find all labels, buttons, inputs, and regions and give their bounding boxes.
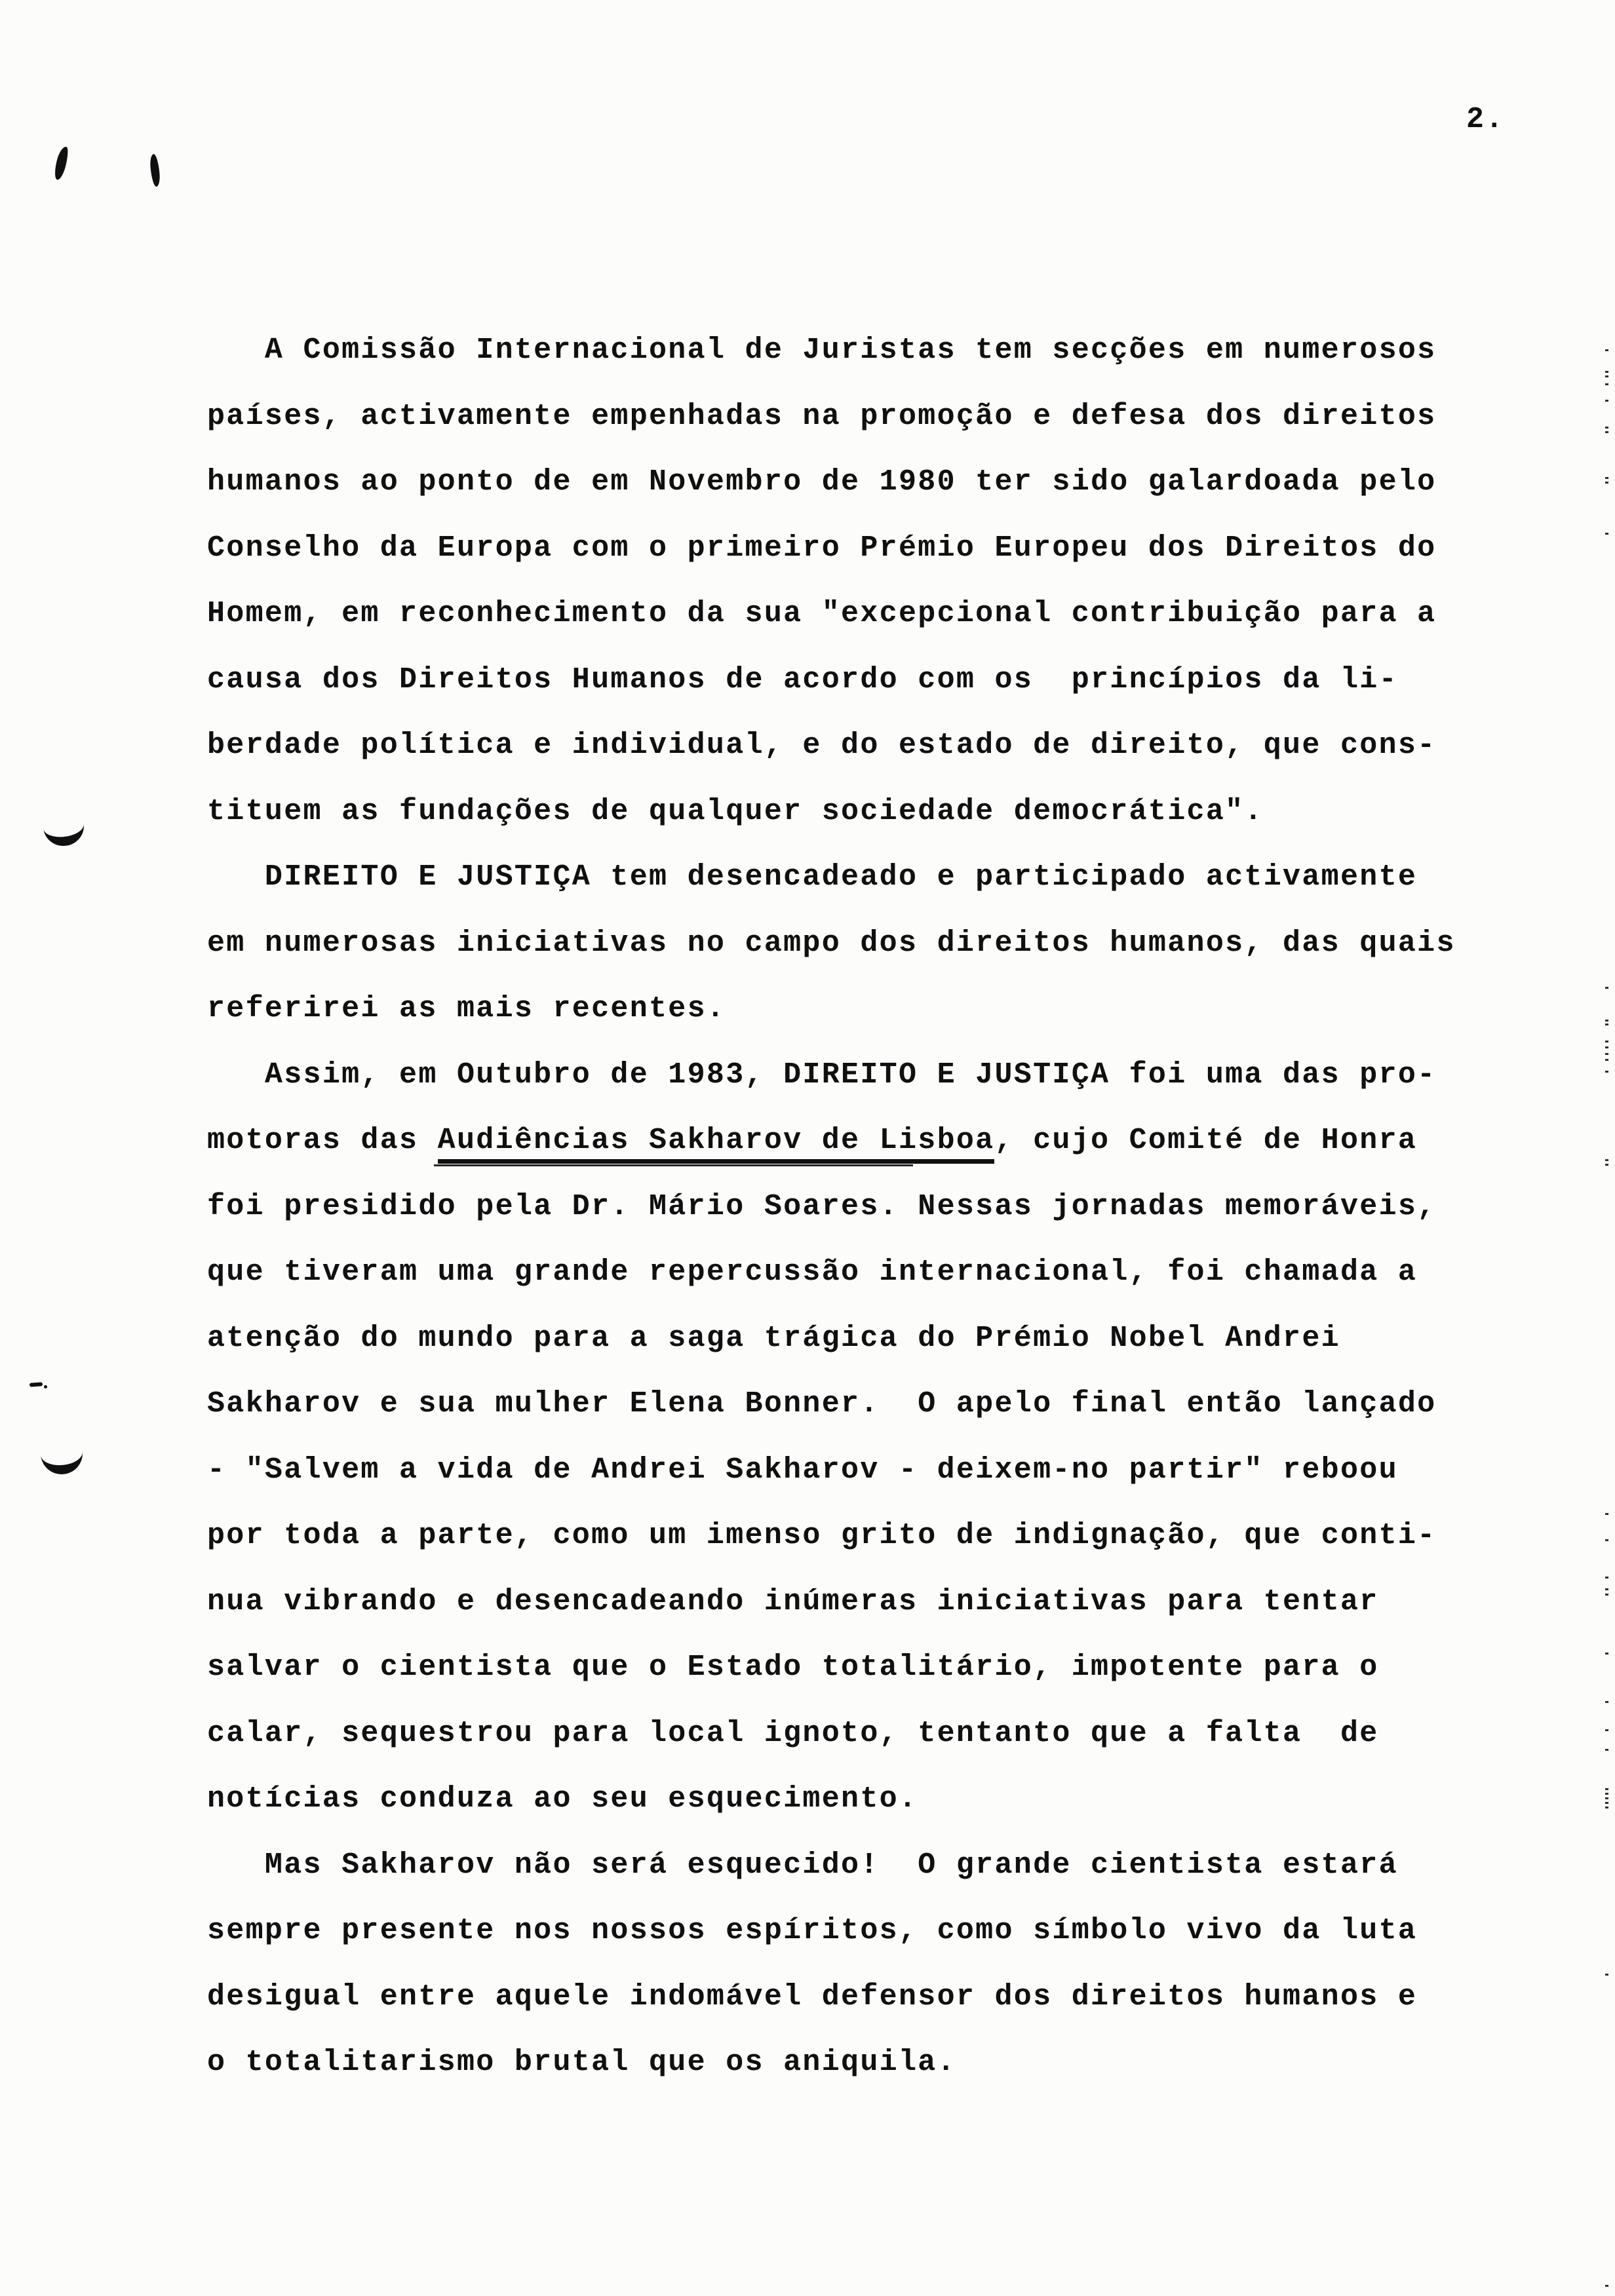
text-line [207, 911, 1456, 977]
scan-speckle [1605, 1020, 1608, 1022]
scan-speckle [1605, 375, 1608, 377]
scan-speckle [1605, 1807, 1608, 1808]
text-run: humanos ao ponto de em Novembro de 1980 ter sido galardoada pelo [207, 465, 1437, 499]
text-run: em numerosas iniciativas no campo dos direitos humanos, das quais [207, 926, 1456, 960]
text-run: motoras das [207, 1124, 438, 1157]
scan-speckle [1605, 349, 1608, 351]
text-run: desigual entre aquele indomável defensor dos direitos humanos e [207, 1980, 1418, 2014]
page-number: 2. [1466, 103, 1505, 136]
text-line [207, 976, 1456, 1043]
text-line [207, 647, 1456, 714]
text-line [207, 1043, 1456, 1109]
text-run: atenção do mundo para a saga trágica do Prémio Nobel Andrei [207, 1321, 1340, 1355]
scan-speckle [1605, 1974, 1608, 1976]
scan-speckle [1605, 1159, 1608, 1161]
scan-speckle [1605, 1053, 1608, 1055]
text-run: Mas Sakharov não será esquecido! O grande cientista estará [207, 1848, 1398, 1882]
text-run: o totalitarismo brutal que os aniquila. [207, 2046, 956, 2079]
text-line [207, 1371, 1456, 1438]
text-run: berdade política e individual, e do estado de direito, que cons- [207, 729, 1437, 762]
text-line [207, 1898, 1456, 1964]
scan-speckle [1605, 1788, 1608, 1790]
scan-speckle [1605, 1797, 1608, 1799]
text-run: notícias conduza ao seu esquecimento. [207, 1782, 918, 1816]
text-run: - "Salvem a vida de Andrei Sakharov - deixem-no partir" reboou [207, 1453, 1398, 1487]
scan-speckle [1605, 1588, 1608, 1590]
scan-speckle [1605, 1059, 1608, 1061]
text-line [207, 516, 1456, 582]
text-line [207, 384, 1456, 450]
text-run: Homem, em reconhecimento da sua "excepcional contribuição para a [207, 597, 1437, 630]
scan-speckle [1605, 2285, 1608, 2287]
text-line [207, 1174, 1456, 1240]
scan-speckle [1605, 1729, 1608, 1731]
scan-speckle [1605, 427, 1608, 429]
scan-speckle [1605, 1164, 1608, 1166]
pen-dot-mark [44, 1385, 47, 1388]
text-run: Conselho da Europa com o primeiro Prémio Europeu dos Direitos do [207, 531, 1437, 565]
scan-speckle [1605, 1802, 1608, 1804]
scan-speckle [1605, 383, 1608, 385]
text-line [207, 779, 1456, 845]
text-run: A Comissão Internacional de Juristas tem secções em numerosos [207, 334, 1437, 367]
scan-speckle [1605, 1577, 1608, 1578]
scan-speckle [1605, 1041, 1608, 1043]
scan-speckle [1605, 477, 1608, 479]
text-run: países, activamente empenhadas na promoção e defesa dos direitos [207, 399, 1437, 433]
text-line [207, 713, 1456, 779]
text-line [207, 1964, 1456, 2031]
text-run: nua vibrando e desencadeando inúmeras iniciativas para tentar [207, 1584, 1379, 1618]
text-line [207, 1701, 1456, 1767]
scan-speckle [1605, 1513, 1608, 1515]
pen-dash-mark [29, 1382, 43, 1387]
text-line [207, 1767, 1456, 1833]
text-line [207, 1503, 1456, 1569]
scan-speckle [1605, 1071, 1608, 1073]
scan-speckle [1605, 431, 1608, 433]
text-run: referirei as mais recentes. [207, 992, 726, 1025]
text-run: DIREITO E JUSTIÇA tem desencadeado e participado activamente [207, 860, 1418, 894]
scan-speckle [1605, 1539, 1608, 1541]
text-line [207, 1833, 1456, 1899]
text-line [207, 845, 1456, 911]
text-run: , cujo Comité de Honra [994, 1124, 1418, 1157]
scan-speckle [1605, 1024, 1608, 1025]
text-line [207, 318, 1456, 384]
pen-crescent-mark [39, 1430, 84, 1476]
text-run: que tiveram uma grande repercussão internacional, foi chamada a [207, 1255, 1418, 1289]
scan-speckle [1605, 1046, 1608, 1048]
scan-speckle [1605, 400, 1608, 402]
text-line [207, 581, 1456, 647]
underlined-phrase: Audiências Sakharov de Lisboa [438, 1124, 995, 1164]
text-line [207, 1240, 1456, 1306]
text-run: tituem as fundações de qualquer sociedade democrática". [207, 794, 1264, 828]
text-line [207, 1438, 1456, 1504]
ink-speck-mark [52, 145, 70, 181]
text-run: causa dos Direitos Humanos de acordo com os princípios da li- [207, 662, 1398, 697]
scan-speckle [1605, 1793, 1608, 1795]
text-run: por toda a parte, como um imenso grito de indignação, que conti- [207, 1519, 1437, 1552]
text-line [207, 450, 1456, 516]
scan-speckle [1605, 987, 1608, 989]
text-run: calar, sequestrou para local ignoto, tentanto que a falta de [207, 1716, 1379, 1750]
text-run: Assim, em Outubro de 1983, DIREITO E JUSTIÇA foi uma das pro- [207, 1058, 1437, 1092]
typewritten-text-block [207, 318, 1456, 2096]
scan-speckle [1605, 1653, 1608, 1655]
scan-speckle [1605, 1594, 1608, 1596]
text-line [207, 2030, 1456, 2096]
text-run: salvar o cientista que o Estado totalitário, impotente para o [207, 1651, 1379, 1684]
scan-speckle [1605, 482, 1608, 484]
text-run: sempre presente nos nossos espíritos, como símbolo vivo da luta [207, 1914, 1418, 1947]
ink-speck-mark [149, 154, 161, 187]
scan-speckle [1605, 1749, 1608, 1751]
scan-speckle [1605, 371, 1608, 373]
scan-speckle [1605, 1701, 1608, 1703]
text-line [207, 1108, 1456, 1174]
text-line [207, 1569, 1456, 1636]
text-run: Sakharov e sua mulher Elena Bonner. O apelo final então lançado [207, 1387, 1437, 1421]
scan-speckle [1605, 533, 1608, 535]
pen-crescent-mark [41, 804, 87, 848]
text-line [207, 1635, 1456, 1701]
text-line [207, 1306, 1456, 1372]
text-run: foi presidido pela Dr. Mário Soares. Nessas jornadas memoráveis, [207, 1189, 1437, 1223]
